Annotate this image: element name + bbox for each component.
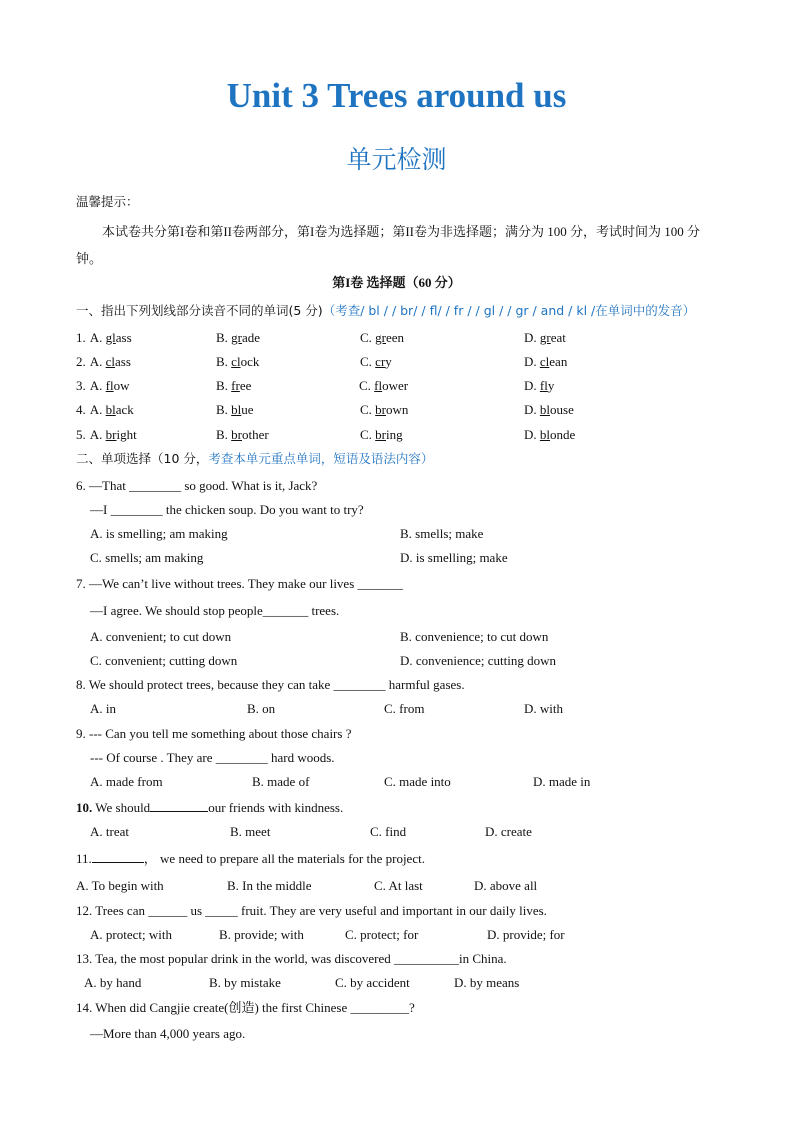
q12-option-d: D. provide; for xyxy=(487,927,565,942)
underlined-letters: bl xyxy=(231,402,242,417)
underlined-letters: br xyxy=(231,427,243,442)
underlined-letters: cr xyxy=(375,354,386,369)
section1-heading xyxy=(76,303,695,319)
q8-option-d: D. with xyxy=(524,701,563,716)
q1-option-a xyxy=(76,330,132,346)
q9-option-d: D. made in xyxy=(533,774,591,789)
word-rest: ouse xyxy=(550,402,574,417)
q7-option-b: B. convenience; to cut down xyxy=(400,629,549,644)
word-rest: y xyxy=(547,378,555,393)
underlined-letters: cl xyxy=(105,354,116,369)
q8-option-c: C. from xyxy=(384,701,425,716)
q11-stem xyxy=(76,850,425,867)
word-rest: ock xyxy=(240,354,260,369)
q5-number: 5. xyxy=(76,427,86,442)
q2-option-c xyxy=(360,354,392,370)
q4-option-c xyxy=(360,402,408,418)
option-label: C. xyxy=(360,354,376,369)
q13-option-a: A. by hand xyxy=(84,975,142,990)
q3-option-d xyxy=(524,378,554,394)
option-label: A. xyxy=(89,402,106,417)
underlined-letters: br xyxy=(105,427,117,442)
q7-option-c: C. convenient; cutting down xyxy=(90,653,238,668)
option-label: D. xyxy=(524,402,540,417)
q4-number: 4. xyxy=(76,402,86,417)
q3-option-b xyxy=(216,378,251,394)
word-rest: other xyxy=(242,427,269,442)
underlined-letters: gl xyxy=(105,330,116,345)
q2-option-a xyxy=(76,354,131,370)
q11-blank xyxy=(92,850,144,863)
underlined-letters: cl xyxy=(539,354,550,369)
section2-title: 二、单项选择（10 分， xyxy=(76,451,209,466)
section1-title: 一、指出下列划线部分读音不同的单词(5 分) xyxy=(76,303,323,318)
option-label: B. xyxy=(216,402,232,417)
q10-blank xyxy=(150,799,208,812)
word-rest: ee xyxy=(239,378,252,393)
underlined-letters: bl xyxy=(539,427,551,442)
q7-reply: —I agree. We should stop people_______ trees. xyxy=(90,603,340,618)
word-rest: y xyxy=(385,354,392,369)
q1-number: 1. xyxy=(76,330,86,345)
underlined-letters: bl xyxy=(539,402,551,417)
q6-stem: 6. —That ________ so good. What is it, Jack? xyxy=(76,478,318,493)
q3-number: 3. xyxy=(76,378,86,393)
option-label: A. xyxy=(89,378,106,393)
q6-option-a: A. is smelling; am making xyxy=(90,526,228,541)
q10-option-c: C. find xyxy=(370,824,407,839)
q11-number: 11. xyxy=(76,851,92,866)
q10-option-b: B. meet xyxy=(230,824,271,839)
word-rest: ass xyxy=(115,354,131,369)
q9-reply: --- Of course . They are ________ hard woods. xyxy=(90,750,335,765)
word-rest: ow xyxy=(113,378,130,393)
q10-option-a: A. treat xyxy=(90,824,129,839)
option-label: D. xyxy=(524,330,540,345)
q2-number: 2. xyxy=(76,354,86,369)
option-label: D. xyxy=(524,378,540,393)
word-rest: ack xyxy=(115,402,134,417)
option-label: A. xyxy=(89,427,106,442)
q2-option-d xyxy=(524,354,567,370)
q10-option-d: D. create xyxy=(485,824,532,839)
q11-option-a: A. To begin with xyxy=(76,878,164,893)
option-label: D. xyxy=(524,354,540,369)
q10-stem xyxy=(76,799,343,816)
q10-post: our friends with kindness. xyxy=(208,800,344,815)
q13-stem: 13. Tea, the most popular drink in the world, was discovered __________in China. xyxy=(76,951,507,966)
q12-stem: 12. Trees can ______ us _____ fruit. They are very useful and important in our daily lives. xyxy=(76,903,547,918)
q10-pre: We should xyxy=(92,800,151,815)
section2-heading xyxy=(76,451,433,467)
word-rest: ass xyxy=(115,330,132,345)
q3-option-c xyxy=(359,378,408,394)
word-rest: een xyxy=(386,330,405,345)
word-rest: ue xyxy=(241,402,254,417)
q13-option-d: D. by means xyxy=(454,975,520,990)
q6-option-d: D. is smelling; make xyxy=(400,550,508,565)
word-rest: ean xyxy=(549,354,568,369)
word-rest: ower xyxy=(382,378,409,393)
option-label: B. xyxy=(216,378,232,393)
q7-option-a: A. convenient; to cut down xyxy=(90,629,232,644)
q13-option-c: C. by accident xyxy=(335,975,410,990)
option-label: A. xyxy=(89,354,106,369)
option-label: D. xyxy=(524,427,540,442)
option-label: C. xyxy=(359,378,375,393)
underlined-letters: gr xyxy=(539,330,551,345)
part1-heading: 第I卷 选择题（60 分） xyxy=(332,275,461,290)
underlined-letters: fr xyxy=(231,378,240,393)
q11-option-c: C. At last xyxy=(374,878,423,893)
q8-option-b: B. on xyxy=(247,701,276,716)
q2-option-b xyxy=(216,354,259,370)
intro-paragraph: 本试卷共分第I卷和第II卷两部分，第I卷为选择题；第II卷为非选择题；满分为 100 分，考试时间为 100 分钟。 xyxy=(76,224,700,266)
q5-option-d xyxy=(524,427,575,443)
q9-stem: 9. --- Can you tell me something about those chairs ? xyxy=(76,726,352,741)
word-rest: ing xyxy=(386,427,403,442)
underlined-letters: br xyxy=(375,402,387,417)
q9-option-c: C. made into xyxy=(384,774,451,789)
q11-option-b: B. In the middle xyxy=(227,878,312,893)
underlined-letters: bl xyxy=(105,402,116,417)
q4-option-b xyxy=(216,402,254,418)
q1-option-d xyxy=(524,330,566,346)
q11-option-d: D. above all xyxy=(474,878,538,893)
option-label: B. xyxy=(216,354,232,369)
q7-stem: 7. —We can’t live without trees. They make our lives _______ xyxy=(76,576,404,591)
underlined-letters: fl xyxy=(539,378,548,393)
word-rest: eat xyxy=(550,330,566,345)
q9-option-a: A. made from xyxy=(90,774,163,789)
underlined-letters: fl xyxy=(105,378,114,393)
q4-option-a xyxy=(76,402,134,418)
q5-option-b xyxy=(216,427,269,443)
underlined-letters: cl xyxy=(231,354,241,369)
q6-option-c: C. smells; am making xyxy=(90,550,204,565)
q10-number: 10. xyxy=(76,800,93,815)
option-label: C. xyxy=(360,402,376,417)
q12-option-b: B. provide; with xyxy=(219,927,304,942)
option-label: C. xyxy=(360,427,376,442)
option-label: B. xyxy=(216,427,232,442)
q1-option-c xyxy=(360,330,404,346)
word-rest: ight xyxy=(116,427,137,442)
word-rest: own xyxy=(386,402,409,417)
q12-option-c: C. protect; for xyxy=(345,927,419,942)
q1-option-b xyxy=(216,330,260,346)
q11-post: ， we need to prepare all the materials for the project. xyxy=(143,851,425,866)
section2-note: 考查本单元重点单词，短语及语法内容） xyxy=(208,451,434,466)
tips-label: 温馨提示： xyxy=(76,194,139,209)
q13-option-b: B. by mistake xyxy=(209,975,281,990)
underlined-letters: gr xyxy=(375,330,387,345)
q4-option-d xyxy=(524,402,574,418)
q12-option-a: A. protect; with xyxy=(90,927,172,942)
section1-note: （考查/ bl / / br/ / fl/ / fr / / gl / / gr / and / kl /在单词中的发音） xyxy=(322,303,696,318)
q14-stem: 14. When did Cangjie create(创造) the first Chinese _________? xyxy=(76,1000,415,1015)
q8-option-a: A. in xyxy=(90,701,116,716)
q8-stem: 8. We should protect trees, because they can take ________ harmful gases. xyxy=(76,677,465,692)
word-rest: ade xyxy=(242,330,261,345)
word-rest: onde xyxy=(550,427,576,442)
q7-option-d: D. convenience; cutting down xyxy=(400,653,556,668)
q9-option-b: B. made of xyxy=(252,774,310,789)
q5-option-a xyxy=(76,427,137,443)
option-label: C. xyxy=(360,330,376,345)
option-label: A. xyxy=(89,330,106,345)
underlined-letters: gr xyxy=(231,330,243,345)
page-title: Unit 3 Trees around us xyxy=(226,76,567,115)
option-label: B. xyxy=(216,330,232,345)
q14-reply: —More than 4,000 years ago. xyxy=(90,1026,246,1041)
underlined-letters: fl xyxy=(374,378,383,393)
q5-option-c xyxy=(360,427,403,443)
q6-option-b: B. smells; make xyxy=(400,526,484,541)
page-subtitle: 单元检测 xyxy=(346,145,447,174)
q6-reply: —I ________ the chicken soup. Do you want to try? xyxy=(90,502,364,517)
q3-option-a xyxy=(76,378,129,394)
underlined-letters: br xyxy=(375,427,387,442)
